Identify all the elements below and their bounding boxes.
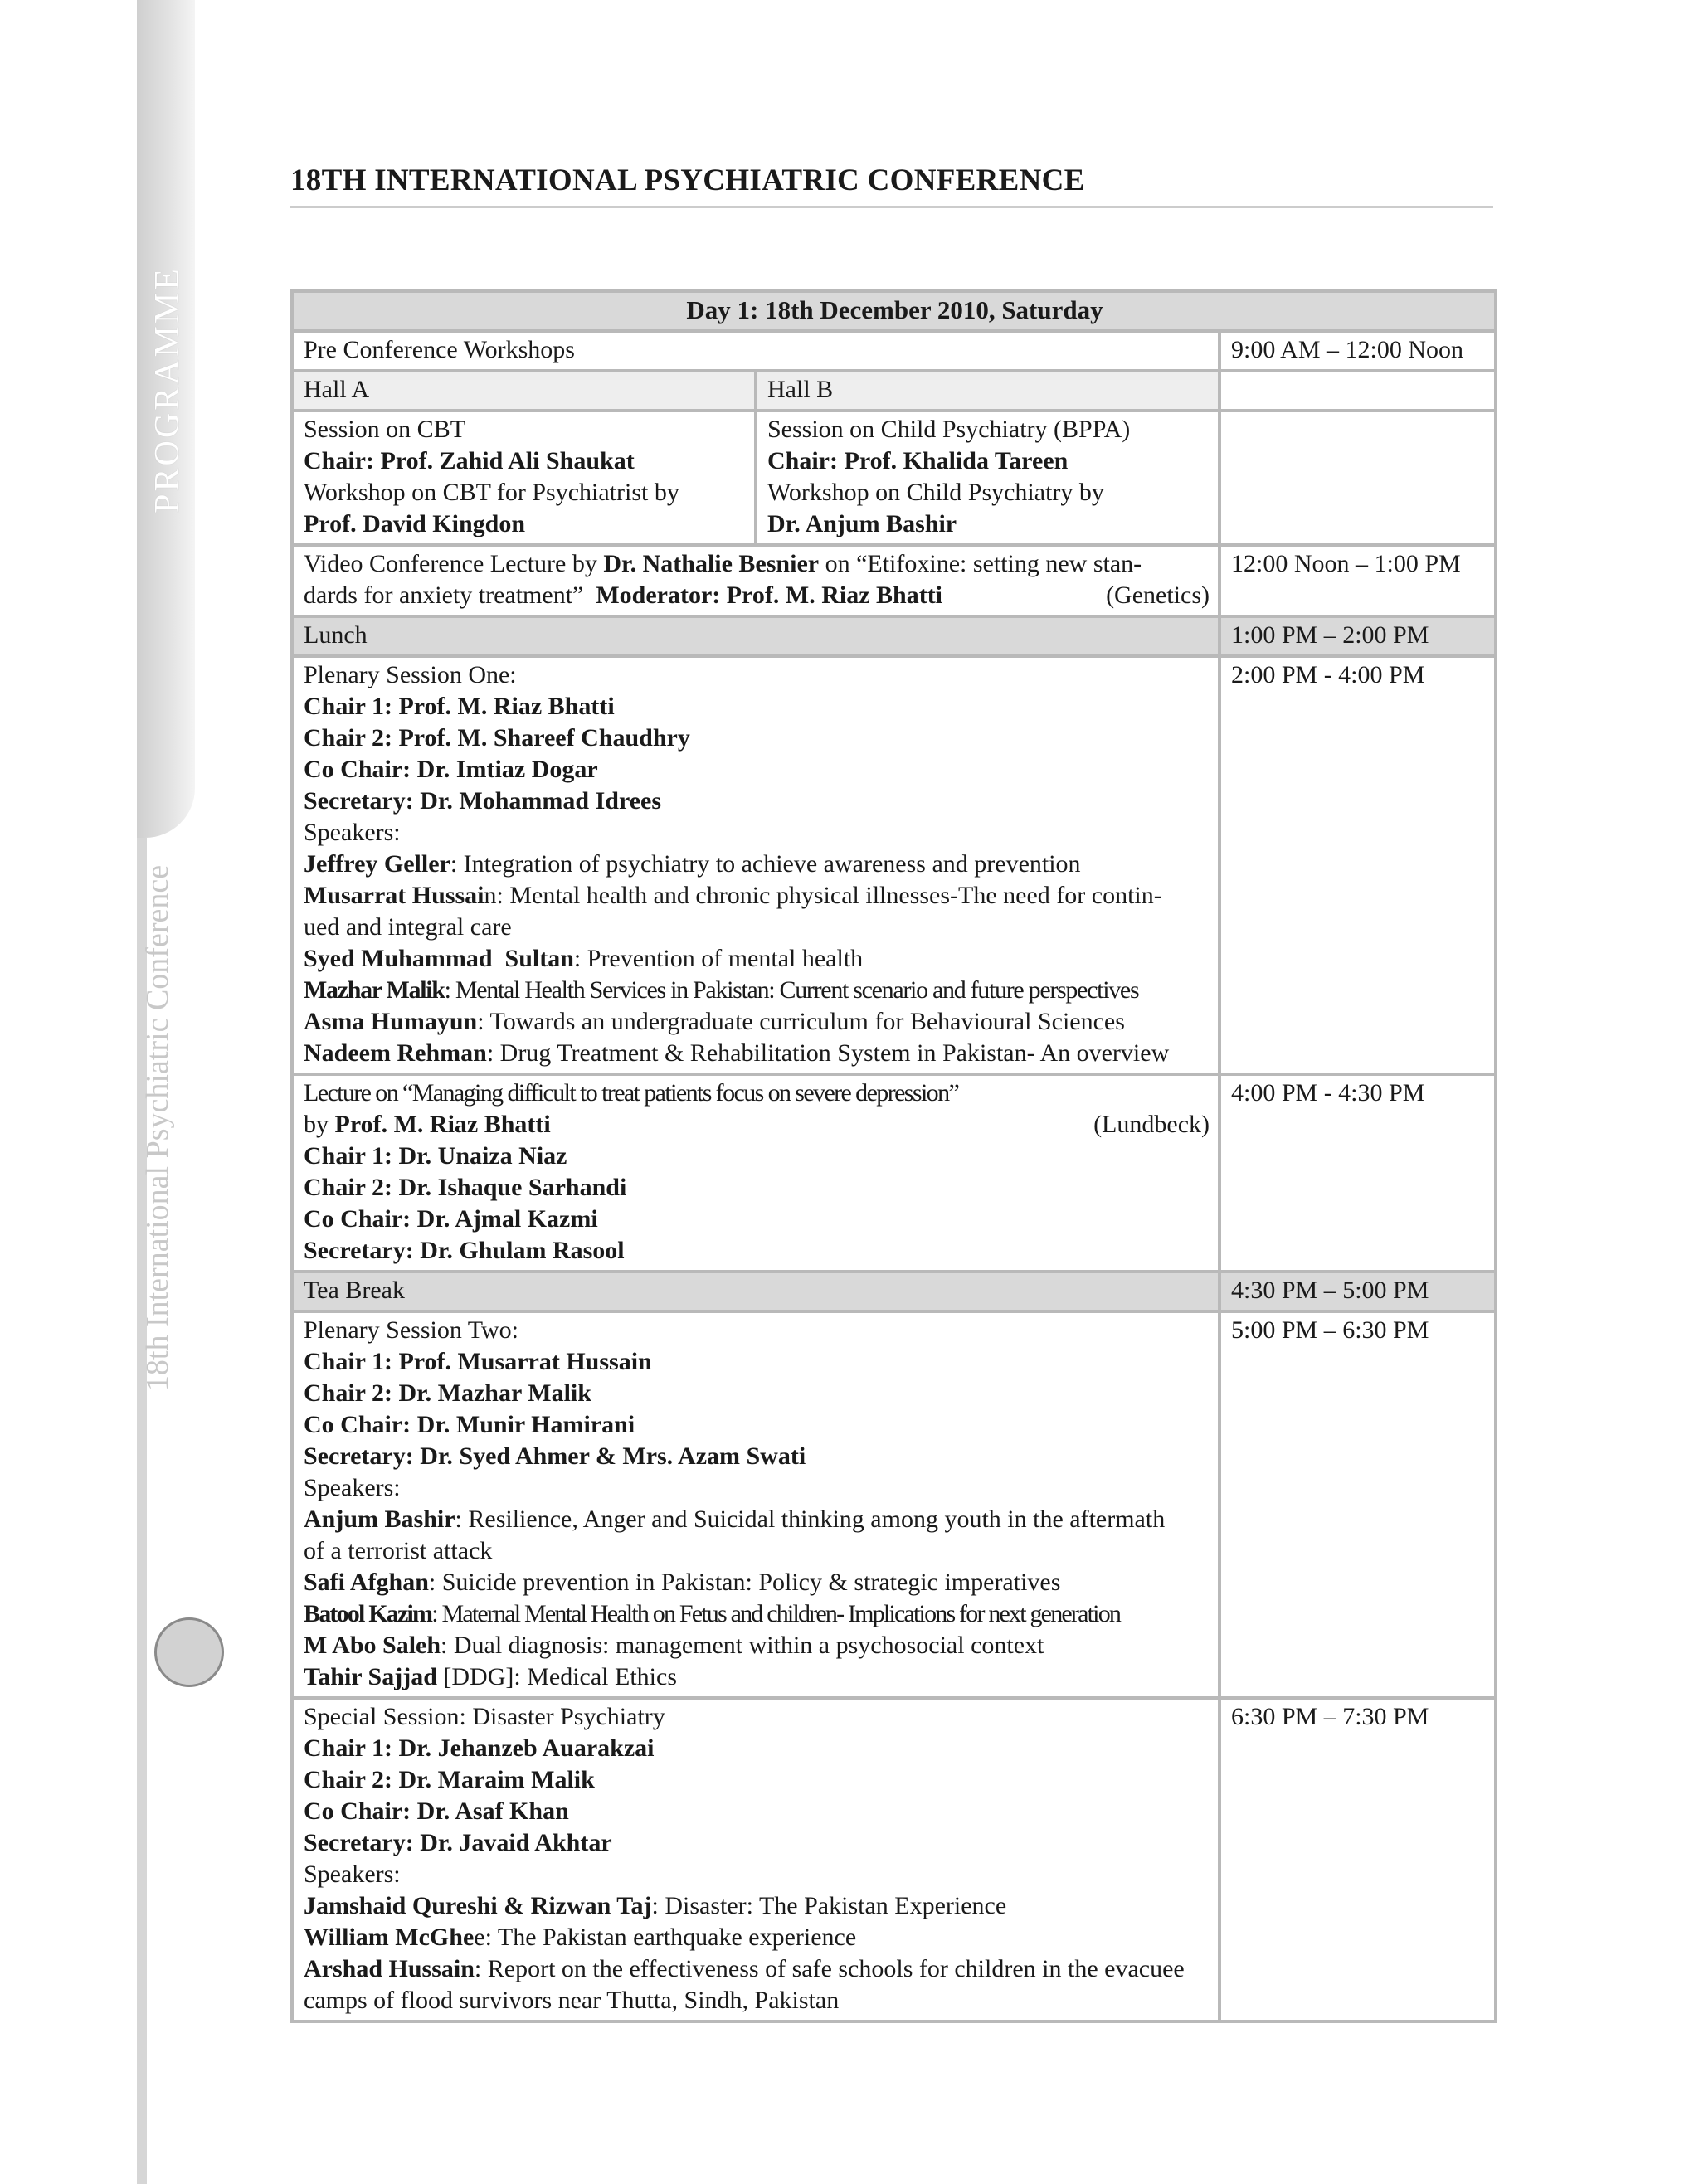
video-lecture-speaker: Dr. Nathalie Besnier — [603, 550, 820, 577]
lecture-chair-2: Chair 2: Dr. Ishaque Sarhandi — [304, 1174, 627, 1201]
hall-b-session-title: Session on Child Psychiatry (BPPA) — [767, 416, 1131, 443]
programme-table — [290, 289, 1497, 2023]
hall-a-label: Hall A — [292, 371, 756, 411]
halls-time-empty — [1219, 371, 1496, 411]
special-session-title: Special Session: Disaster Psychiatry — [304, 1703, 665, 1730]
day-header-row — [292, 291, 1496, 331]
plenary-two-time: 5:00 PM – 6:30 PM — [1219, 1311, 1496, 1698]
special-session-co-chair: Co Chair: Dr. Asaf Khan — [304, 1797, 569, 1825]
tea-break-label: Tea Break — [292, 1272, 1219, 1311]
plenary-one-chair-2: Chair 2: Prof. M. Shareef Chaudhry — [304, 724, 690, 752]
hall-b-workshop: Workshop on Child Psychiatry by — [767, 479, 1104, 506]
plenary-one-title: Plenary Session One: — [304, 661, 517, 688]
plenary-two-co-chair: Co Chair: Dr. Munir Hamirani — [304, 1411, 635, 1438]
plenary-one-row — [292, 656, 1496, 1074]
plenary-two-speakers-label: Speakers: — [304, 1474, 401, 1501]
lunch-row — [292, 616, 1496, 656]
special-session-time: 6:30 PM – 7:30 PM — [1219, 1698, 1496, 2021]
plenary-one-speaker: Syed Muhammad Sultan: Prevention of mental health — [304, 945, 864, 972]
footer-conference-label: 18th International Psychiatric Conference — [140, 864, 175, 1392]
hall-b-chair: Chair: Prof. Khalida Tareen — [767, 447, 1069, 474]
plenary-one-secretary: Secretary: Dr. Mohammad Idrees — [304, 787, 662, 815]
hall-sessions-row — [292, 411, 1496, 545]
lecture-speaker: Prof. M. Riaz Bhatti — [334, 1111, 551, 1138]
plenary-one-speaker-cont: ued and integral care — [304, 913, 512, 941]
video-lecture-row — [292, 545, 1496, 616]
lecture-sponsor: (Lundbeck) — [1093, 1111, 1210, 1138]
hall-a-session — [292, 411, 756, 545]
hall-b-session — [756, 411, 1219, 545]
special-session-speaker: William McGhee: The Pakistan earthquake experience — [304, 1924, 857, 1951]
special-session-chair-1: Chair 1: Dr. Jehanzeb Auarakzai — [304, 1734, 655, 1762]
plenary-two-speaker: Anjum Bashir: Resilience, Anger and Suicidal thinking among youth in the aftermath — [304, 1505, 1166, 1533]
lecture-row — [292, 1074, 1496, 1272]
special-session-secretary: Secretary: Dr. Javaid Akhtar — [304, 1829, 612, 1856]
workshops-time: 9:00 AM – 12:00 Noon — [1219, 331, 1496, 371]
plenary-two-speaker: Safi Afghan: Suicide prevention in Pakistan: Policy & strategic imperatives — [304, 1569, 1061, 1596]
video-lecture-topic-cont: dards for anxiety treatment” — [304, 581, 596, 609]
video-lecture-time: 12:00 Noon – 1:00 PM — [1219, 545, 1496, 616]
tea-break-time: 4:30 PM – 5:00 PM — [1219, 1272, 1496, 1311]
plenary-one-details — [292, 656, 1219, 1074]
plenary-one-speaker: Musarrat Hussain: Mental health and chronic physical illnesses-The need for contin- — [304, 882, 1162, 909]
lecture-time: 4:00 PM - 4:30 PM — [1219, 1074, 1496, 1272]
lecture-secretary: Secretary: Dr. Ghulam Rasool — [304, 1237, 625, 1264]
plenary-one-chair-1: Chair 1: Prof. M. Riaz Bhatti — [304, 693, 615, 720]
hall-a-session-title: Session on CBT — [304, 416, 466, 443]
hall-a-presenter: Prof. David Kingdon — [304, 510, 525, 537]
video-lecture-sponsor: (Genetics) — [1106, 581, 1210, 609]
hall-a-workshop: Workshop on CBT for Psychiatrist by — [304, 479, 679, 506]
plenary-two-secretary: Secretary: Dr. Syed Ahmer & Mrs. Azam Swati — [304, 1442, 806, 1470]
hall-sessions-time-empty — [1219, 411, 1496, 545]
plenary-two-speaker: Tahir Sajjad [DDG]: Medical Ethics — [304, 1663, 677, 1690]
page-number-circle — [154, 1617, 224, 1687]
special-session-speaker: Arshad Hussain: Report on the effectiveness of safe schools for children in the evacuee — [304, 1955, 1185, 1982]
lecture-chair-1: Chair 1: Dr. Unaiza Niaz — [304, 1142, 567, 1170]
special-session-speakers-label: Speakers: — [304, 1861, 401, 1888]
plenary-one-speaker: Jeffrey Geller: Integration of psychiatry to achieve awareness and prevention — [304, 850, 1081, 878]
plenary-two-row — [292, 1311, 1496, 1698]
plenary-one-co-chair: Co Chair: Dr. Imtiaz Dogar — [304, 756, 598, 783]
video-lecture-moderator: Moderator: Prof. M. Riaz Bhatti — [596, 581, 943, 609]
plenary-two-details — [292, 1311, 1219, 1698]
special-session-row — [292, 1698, 1496, 2021]
plenary-two-title: Plenary Session Two: — [304, 1316, 519, 1344]
hall-b-label: Hall B — [756, 371, 1219, 411]
workshops-row — [292, 331, 1496, 371]
plenary-one-speaker: Asma Humayun: Towards an undergraduate curriculum for Behavioural Sciences — [304, 1008, 1125, 1035]
plenary-one-speaker: Nadeem Rehman: Drug Treatment & Rehabilitation System in Pakistan- An overview — [304, 1039, 1170, 1067]
video-lecture-details — [292, 545, 1219, 616]
tea-break-row — [292, 1272, 1496, 1311]
lunch-time: 1:00 PM – 2:00 PM — [1219, 616, 1496, 656]
lecture-title: Lecture on “Managing difficult to treat patients focus on severe depression” — [304, 1079, 959, 1107]
special-session-speaker-cont: camps of flood survivors near Thutta, Sindh, Pakistan — [304, 1987, 840, 2014]
plenary-two-speaker-cont: of a terrorist attack — [304, 1537, 493, 1564]
video-lecture-intro: Video Conference Lecture by — [304, 550, 604, 577]
plenary-one-time: 2:00 PM - 4:00 PM — [1219, 656, 1496, 1074]
plenary-two-chair-2: Chair 2: Dr. Mazhar Malik — [304, 1379, 591, 1407]
title-divider — [290, 206, 1493, 208]
lunch-label: Lunch — [292, 616, 1219, 656]
lecture-co-chair: Co Chair: Dr. Ajmal Kazmi — [304, 1205, 598, 1233]
day-heading: Day 1: 18th December 2010, Saturday — [292, 291, 1496, 331]
lecture-by: by — [304, 1111, 335, 1138]
plenary-one-speakers-label: Speakers: — [304, 819, 401, 846]
video-lecture-topic: on “Etifoxine: setting new stan- — [819, 550, 1142, 577]
plenary-one-speaker: Mazhar Malik: Mental Health Services in Pakistan: Current scenario and future perspectives — [304, 976, 1139, 1004]
hall-a-chair: Chair: Prof. Zahid Ali Shaukat — [304, 447, 635, 474]
special-session-chair-2: Chair 2: Dr. Maraim Malik — [304, 1766, 595, 1793]
lecture-details — [292, 1074, 1219, 1272]
special-session-speaker: Jamshaid Qureshi & Rizwan Taj: Disaster: The Pakistan Experience — [304, 1892, 1007, 1919]
plenary-two-speaker: M Abo Saleh: Dual diagnosis: management within a psychosocial context — [304, 1632, 1044, 1659]
workshops-label: Pre Conference Workshops — [292, 331, 1219, 371]
plenary-two-chair-1: Chair 1: Prof. Musarrat Hussain — [304, 1348, 652, 1375]
plenary-two-speaker: Batool Kazim: Maternal Mental Health on Fetus and children- Implications for next generation — [304, 1600, 1121, 1627]
halls-row — [292, 371, 1496, 411]
special-session-details — [292, 1698, 1219, 2021]
section-label: PROGRAMME — [148, 266, 187, 513]
hall-b-presenter: Dr. Anjum Bashir — [767, 510, 957, 537]
page-title: 18TH INTERNATIONAL PSYCHIATRIC CONFERENCE — [290, 163, 1085, 197]
